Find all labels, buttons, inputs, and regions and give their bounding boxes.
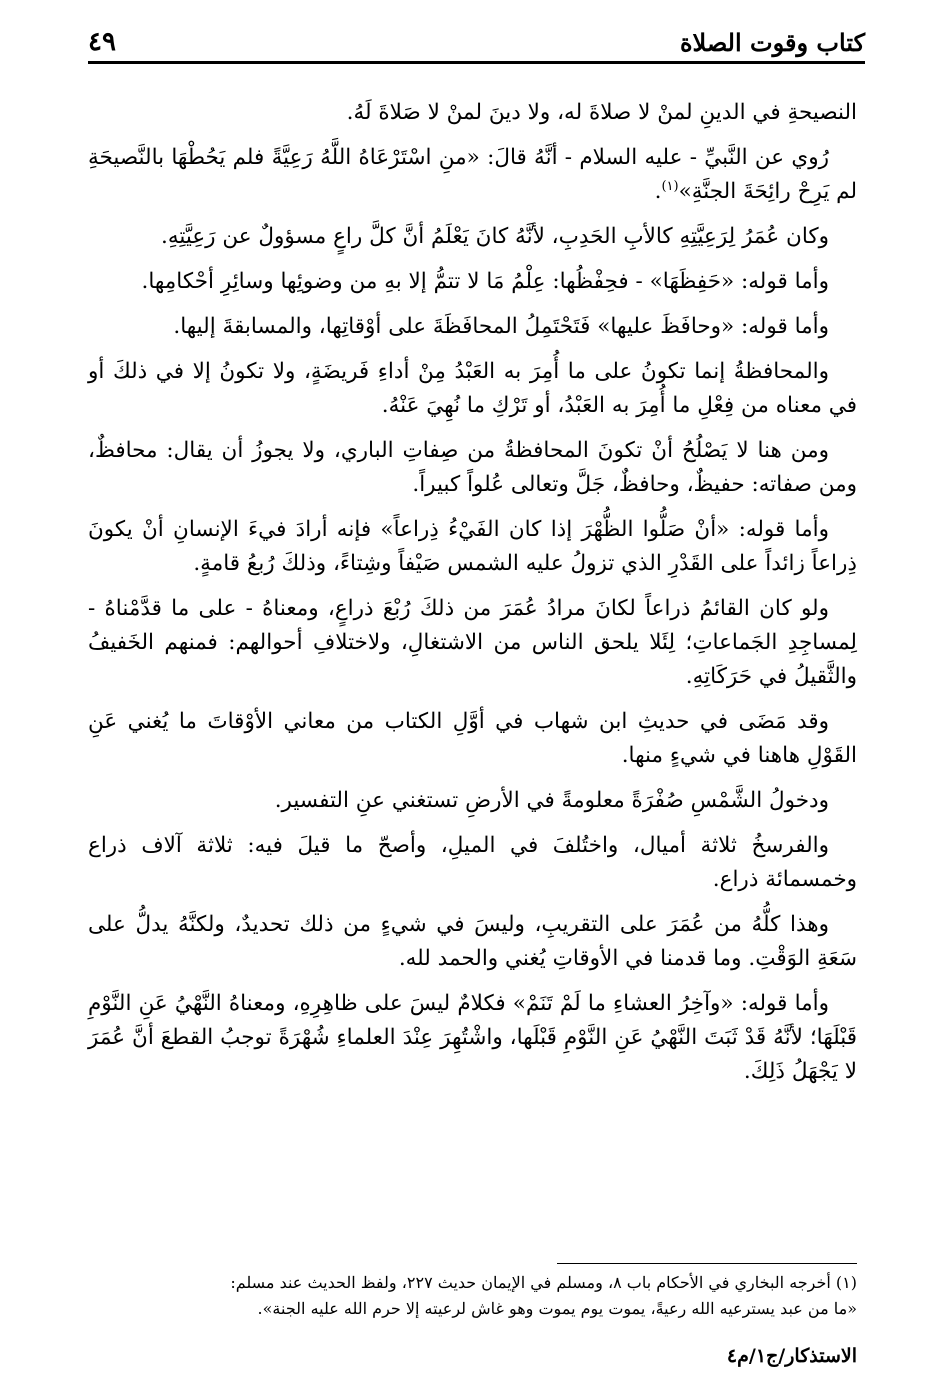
footnote-reference: (١)	[661, 178, 679, 194]
page-footer: الاستذكار/ج١/م٤	[726, 1345, 857, 1367]
paragraph: وأما قوله: «حَفِظَهَا» - فحِفْظُها: عِلْمُ مَا لا تتمُّ إلا بهِ من وضوئِها وسائِرِ أحْكامِها.	[141, 269, 829, 294]
paragraph: ومن هنا لا يَصْلُحُ أنْ تكونَ المحافظةُ من صِفاتِ الباري، ولا يجوزُ أن يقال: محافظٌ، ومن صفاته: حفيظٌ، وحافظٌ، جَلَّ وتعالى عُلواً كبيراً.	[88, 438, 857, 497]
paragraph-text: رُوي عن النَّبيِّ - عليه السلام - أنَّهُ قالَ: «منِ اسْتَرْعَاهُ اللَّهُ رَعِيَّةً فلم يَحُطْهَا بالنَّصيحَةِ لم يَرِحْ رائِحَةَ الجنَّةِ»	[88, 145, 857, 204]
paragraph: وكان عُمَرُ لِرَعِيَّتِهِ كالأبِ الحَدِبِ، لأنَّهُ كانَ يَعْلَمُ أنَّ كلَّ راعٍ مسؤولٌ عن رَعِيَّتِهِ.	[161, 224, 829, 249]
paragraph: وأما قوله: «أنْ صَلُّوا الظُّهْرَ إذا كان الفَيْءُ ذِراعاً» فإنه أرادَ فيءَ الإنسانِ أنْ يكونَ ذِراعاً زائداً على القَدْرِ الذي تزولُ عليه الشمس صَيْفاً وشِتاءً، وذلكَ رُبعُ قامةٍ.	[88, 517, 857, 576]
footnote	[88, 1270, 857, 1322]
footnote-separator	[557, 1263, 857, 1264]
footnote-line: «ما من عبد يسترعيه الله رعيةً، يموت يوم يموت وهو غاش لرعيته إلا حرم الله عليه الجنة».	[257, 1299, 857, 1318]
paragraph: وهذا كلُّهُ من عُمَرَ على التقريبِ، وليسَ في شيءٍ من ذلك تحديدٌ، ولكنَّهُ يدلُّ على سَعَةِ الوَقْتِ. وما قدمنا في الأوقاتِ يُغني والحمد لله.	[88, 912, 857, 971]
page-number: ٤٩	[88, 27, 116, 57]
page-header	[88, 18, 865, 64]
paragraph: والمحافظةُ إنما تكونُ على ما أُمِرَ به العَبْدُ مِنْ أداءِ فَريضَةٍ، ولا تكونُ إلا في ذلكَ أو في معناه من فِعْلِ ما أُمِرَ به العَبْدُ، أو تَرْكِ ما نُهِيَ عَنْهُ.	[88, 359, 857, 418]
paragraph: وأما قوله: «وحافَظَ عليها» فَتَحْتَمِلُ المحافَظَةَ على أوْقاتِها، والمسابقةَ إليها.	[173, 314, 829, 339]
running-title: كتاب وقوت الصلاة	[679, 28, 865, 57]
footnote-line: (١) أخرجه البخاري في الأحكام باب ٨، ومسلم في الإيمان حديث ٢٢٧، ولفظ الحديث عند مسلم:	[230, 1273, 857, 1292]
paragraph: وقد مَضَى في حديثِ ابن شهاب في أوَّلِ الكتاب من معاني الأوْقاتَ ما يُغني عَنِ القَوْلِ هاهنا في شيءٍ منها.	[88, 709, 857, 768]
paragraph: النصيحةِ في الدينِ لمنْ لا صلاةَ له، ولا دينَ لمنْ لا صَلاةَ لَهُ.	[346, 100, 857, 125]
paragraph: ودخولُ الشَّمْسِ صُفْرَةً معلومةً في الأرضِ تستغني عنِ التفسير.	[274, 788, 829, 813]
paragraph: والفرسخُ ثلاثة أميال، واختُلفَ في الميلِ، وأصحّ ما قيلَ فيه: ثلاثة آلاف ذراع وخمسمائة ذراع.	[88, 833, 857, 892]
paragraph: ولو كان القائمُ ذراعاً لكانَ مرادُ عُمَرَ من ذلكَ رُبْعَ ذراعٍ، ومعناهُ - على ما قدَّمْناهُ - لِمساجِدِ الجَماعاتِ؛ لِئَلا يلحق الناس من الاشتغالِ، ولاختلافِ أحوالهم: فمنهم الخَفيفُ والثَّقيلُ في حَرَكَاتِهِ.	[88, 596, 857, 689]
main-text	[88, 96, 857, 1100]
paragraph: وأما قوله: «وآخِرُ العشاءِ ما لَمْ تَنَمْ» فكلامٌ ليسَ على ظاهِرِهِ، ومعناهُ النَّهْيُ عَنِ النَّوْمِ قَبْلَهَا؛ لأنَّهُ قَدْ ثَبَتَ النَّهْيُ عَنِ النَّوْمِ قَبْلَها، واشْتُهِرَ عِنْدَ العلماءِ شُهْرَةً توجبُ القطعَ أنَّ عُمَرَ لا يَجْهَلُ ذَلِكَ.	[88, 991, 857, 1084]
paragraph: رُوي عن النَّبيِّ - عليه السلام - أنَّهُ قالَ: «منِ اسْتَرْعَاهُ اللَّهُ رَعِيَّةً فلم يَحُطْهَا بالنَّصيحَةِ لم يَرِحْ رائِحَةَ الجنَّةِ»$^{(١)}$.	[88, 145, 857, 204]
